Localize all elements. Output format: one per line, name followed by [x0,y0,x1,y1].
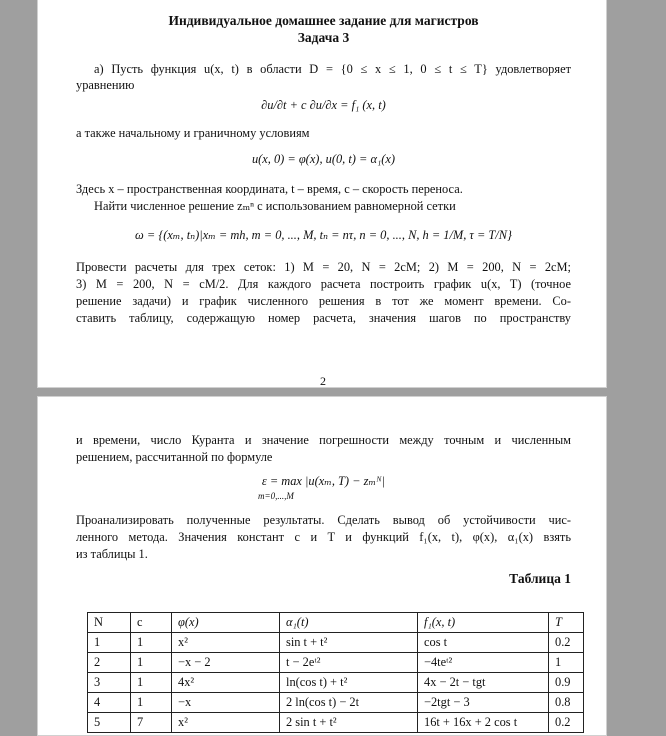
table-caption: Таблица 1 [509,571,571,586]
header-cell: c [131,613,172,633]
text-line: ставить таблицу, содержащую номер расчета, значения шагов по пространству [76,311,571,325]
equation: u(x, 0) = φ(x), u(0, t) = α₁(x) [251,152,396,166]
table-cell: t − 2eᵗ² [280,653,418,673]
text-line: Найти численное решение zₘⁿ с использованием равномерной сетки [94,199,456,213]
table-cell: 2 [88,653,131,673]
text-line: ленного метода. Значения констант c и T и функций f₁(x, t), φ(x), α₁(x) взять [76,530,571,544]
text-line: а также начальному и граничному условиям [76,126,310,140]
text-line: решением, рассчитанной по формуле [76,450,273,464]
functions-table [87,612,584,733]
header-cell: f₁(x, t) [418,613,549,633]
table-cell: 2 sin t + t² [280,713,418,733]
table-cell: 3 [88,673,131,693]
table-cell: 4x² [172,673,280,693]
table-cell: 2 ln(cos t) − 2t [280,693,418,713]
table-row [88,693,584,713]
table-cell: 0.8 [549,693,584,713]
text-line: из таблицы 1. [76,547,148,561]
header-cell: α₁(t) [280,613,418,633]
table-cell: cos t [418,633,549,653]
text-line: и времени, число Куранта и значение погрешности между точным и численным [76,433,571,447]
table-cell: sin t + t² [280,633,418,653]
header-cell: T [549,613,584,633]
table-cell: x² [172,633,280,653]
table-cell: 1 [549,653,584,673]
text-line: а) Пусть функция u(x, t) в области D = {0 ≤ x ≤ 1, 0 ≤ t ≤ T} удовлетворяет [94,62,571,76]
table-cell: 0.9 [549,673,584,693]
table-cell: 1 [131,693,172,713]
document-page-2 [37,396,607,736]
table-row [88,713,584,733]
text-line: уравнению [76,78,135,92]
table-cell: 0.2 [549,713,584,733]
table-cell: 0.2 [549,633,584,653]
table-cell: 1 [131,673,172,693]
table-cell: −x [172,693,280,713]
table-row [88,653,584,673]
text-line: Проанализировать полученные результаты. Сделать вывод об устойчивости чис- [76,513,571,527]
table-cell: 1 [131,633,172,653]
equation-subscript: m=0,...,M [258,491,294,501]
table-cell: −x − 2 [172,653,280,673]
document-page-1 [37,0,607,388]
table-row [88,673,584,693]
table-cell: −4teᵗ² [418,653,549,673]
text-line: Провести расчеты для трех сеток: 1) M = 20, N = 2cM; 2) M = 200, N = 2cM; [76,260,571,274]
table-cell: ln(cos t) + t² [280,673,418,693]
header-cell: φ(x) [172,613,280,633]
task-title: Задача 3 [297,30,350,45]
text-line: решение задачи) и график численного решения в тот же момент времени. Со- [76,294,571,308]
table-cell: 4 [88,693,131,713]
text-line: 3) M = 200, N = cM/2. Для каждого расчета построить график u(x, T) (точное [76,277,571,291]
table-cell: x² [172,713,280,733]
table-cell: 1 [131,653,172,673]
table-cell: −2tgt − 3 [418,693,549,713]
table-cell: 1 [88,633,131,653]
equation: ∂u/∂t + c ∂u/∂x = f₁ (x, t) [261,98,386,112]
page-number: 2 [320,374,326,388]
table-cell: 16t + 16x + 2 cos t [418,713,549,733]
table-cell: 5 [88,713,131,733]
table-row [88,633,584,653]
equation: ε = max |u(xₘ, T) − zₘᴺ| [261,474,386,488]
table-cell: 4x − 2t − tgt [418,673,549,693]
document-title: Индивидуальное домашнее задание для магистров [168,13,479,28]
header-cell: N [88,613,131,633]
table-header-row [88,613,584,633]
text-line: Здесь x – пространственная координата, t – время, c – скорость переноса. [76,182,463,196]
table-cell: 7 [131,713,172,733]
equation: ω = {(xₘ, tₙ)|xₘ = mh, m = 0, ..., M, tₙ = nτ, n = 0, ..., N, h = 1/M, τ = T/N} [135,228,512,242]
